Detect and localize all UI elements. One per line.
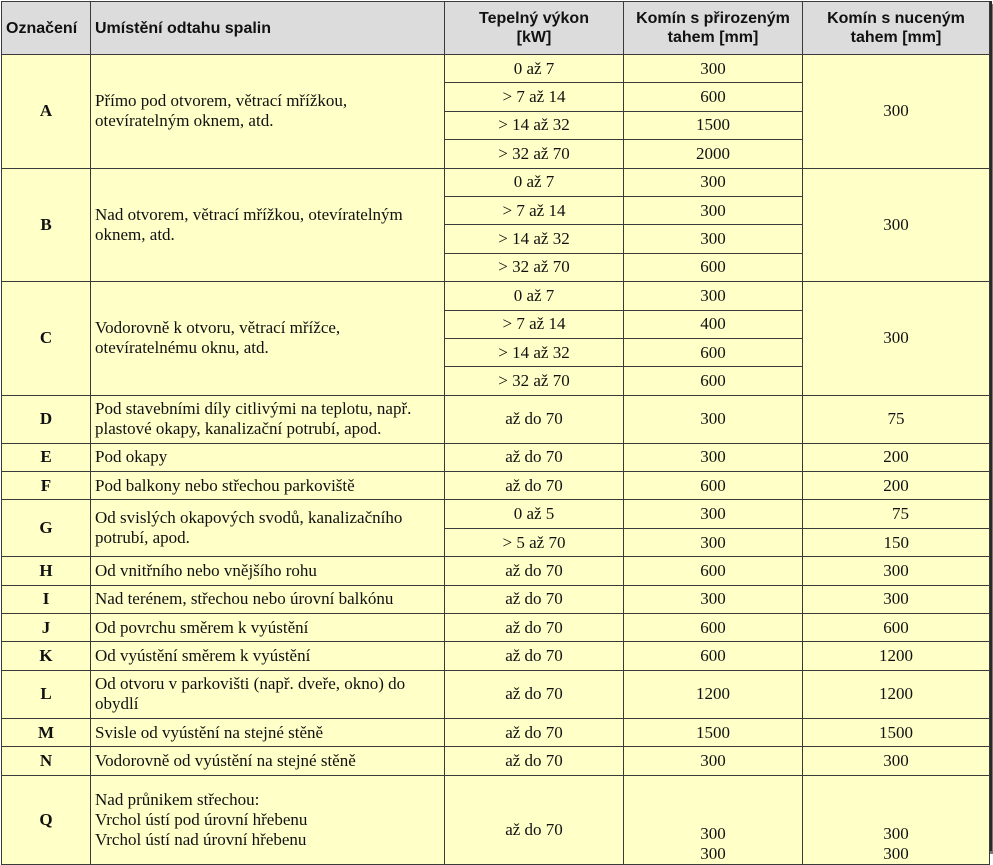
power-cell: > 14 až 32 — [445, 111, 624, 139]
power-cell: 0 až 7 — [445, 282, 624, 310]
row-code: E — [2, 443, 91, 471]
power-cell: až do 70 — [445, 585, 624, 613]
row-description: Nad otvorem, větrací mřížkou, otevíratelným oknem, atd. — [91, 168, 445, 282]
row-code: J — [2, 614, 91, 642]
row-code: L — [2, 670, 91, 718]
table-row — [2, 443, 990, 471]
power-cell: až do 70 — [445, 557, 624, 585]
natural-value-above-ridge: 300 — [700, 843, 726, 863]
forced-draft-cell: 300 — [803, 557, 990, 585]
table-row — [2, 282, 990, 310]
table-row — [2, 775, 990, 864]
power-cell: až do 70 — [445, 395, 624, 443]
power-cell: až do 70 — [445, 472, 624, 500]
table-row — [2, 395, 990, 443]
row-code: M — [2, 718, 91, 746]
natural-value-below-ridge: 300 — [700, 823, 726, 843]
natural-draft-cell: 1500 — [624, 718, 803, 746]
forced-draft-cell: 300 — [803, 747, 990, 775]
power-cell: > 7 až 14 — [445, 83, 624, 111]
row-description: Od otvoru v parkovišti (např. dveře, okno) do obydlí — [91, 670, 445, 718]
row-code: N — [2, 747, 91, 775]
power-cell: > 32 až 70 — [445, 140, 624, 168]
header-location: Umístění odtahu spalin — [91, 2, 445, 55]
natural-draft-cell: 600 — [624, 614, 803, 642]
table-row — [2, 614, 990, 642]
row-code: B — [2, 168, 91, 282]
header-forced: Komín s nuceným tahem [mm] — [803, 2, 990, 55]
forced-draft-cell: 1200 — [803, 670, 990, 718]
row-description: Od povrchu směrem k vyústění — [91, 614, 445, 642]
natural-draft-cell: 600 — [624, 83, 803, 111]
row-description — [91, 775, 445, 864]
header-power: Tepelný výkon [kW] — [445, 2, 624, 55]
natural-draft-cell: 1200 — [624, 670, 803, 718]
forced-draft-cell: 200 — [803, 472, 990, 500]
row-description: Pod stavebními díly citlivými na teplotu, např. plastové okapy, kanalizační potrubí, apod. — [91, 395, 445, 443]
row-description: Nad terénem, střechou nebo úrovní balkónu — [91, 585, 445, 613]
natural-draft-cell — [624, 775, 803, 864]
power-cell: > 14 až 32 — [445, 338, 624, 366]
q-line-1: Nad průnikem střechou: — [95, 789, 260, 809]
forced-value-above-ridge: 300 — [883, 843, 909, 863]
natural-draft-cell: 1500 — [624, 111, 803, 139]
header-natural: Komín s přirozeným tahem [mm] — [624, 2, 803, 55]
row-description: Od vyústění směrem k vyústění — [91, 642, 445, 670]
row-description: Vodorovně k otvoru, větrací mřížce, otevíratelnému oknu, atd. — [91, 282, 445, 396]
natural-draft-cell: 300 — [624, 528, 803, 556]
natural-draft-cell: 300 — [624, 585, 803, 613]
power-cell: 0 až 5 — [445, 500, 624, 528]
row-code: Q — [2, 775, 91, 864]
natural-draft-cell: 600 — [624, 367, 803, 395]
row-code: H — [2, 557, 91, 585]
forced-draft-cell: 1500 — [803, 718, 990, 746]
natural-draft-cell: 300 — [624, 282, 803, 310]
row-code: A — [2, 55, 91, 169]
row-code: G — [2, 500, 91, 557]
power-cell: až do 70 — [445, 614, 624, 642]
power-cell: > 7 až 14 — [445, 310, 624, 338]
forced-draft-cell: 200 — [803, 443, 990, 471]
natural-draft-cell: 300 — [624, 55, 803, 83]
table-row — [2, 557, 990, 585]
natural-draft-cell: 600 — [624, 338, 803, 366]
row-description: Vodorovně od vyústění na stejné stěně — [91, 747, 445, 775]
row-code: K — [2, 642, 91, 670]
table-row — [2, 472, 990, 500]
forced-value-below-ridge: 300 — [883, 823, 909, 843]
row-code: I — [2, 585, 91, 613]
natural-draft-cell: 2000 — [624, 140, 803, 168]
row-description: Pod balkony nebo střechou parkoviště — [91, 472, 445, 500]
power-cell: > 32 až 70 — [445, 367, 624, 395]
natural-draft-cell: 400 — [624, 310, 803, 338]
power-cell: 0 až 7 — [445, 55, 624, 83]
row-description: Od vnitřního nebo vnějšího rohu — [91, 557, 445, 585]
power-cell: až do 70 — [445, 642, 624, 670]
power-cell: 0 až 7 — [445, 168, 624, 196]
table-row — [2, 747, 990, 775]
row-description: Přímo pod otvorem, větrací mřížkou, otevíratelným oknem, atd. — [91, 55, 445, 169]
natural-draft-cell: 600 — [624, 557, 803, 585]
forced-draft-cell — [803, 775, 990, 864]
row-code: D — [2, 395, 91, 443]
power-cell: > 5 až 70 — [445, 528, 624, 556]
power-cell: > 32 až 70 — [445, 253, 624, 281]
q-line-2: Vrchol ústí pod úrovní hřebenu — [95, 809, 308, 829]
row-description: Pod okapy — [91, 443, 445, 471]
forced-draft-cell: 75 — [803, 500, 990, 528]
forced-draft-cell: 300 — [803, 168, 990, 282]
natural-draft-cell: 300 — [624, 225, 803, 253]
row-description: Od svislých okapových svodů, kanalizačního potrubí, apod. — [91, 500, 445, 557]
forced-draft-cell: 600 — [803, 614, 990, 642]
table-row — [2, 168, 990, 196]
power-cell: > 14 až 32 — [445, 225, 624, 253]
forced-draft-cell: 1200 — [803, 642, 990, 670]
row-code: C — [2, 282, 91, 396]
natural-draft-cell: 600 — [624, 642, 803, 670]
natural-draft-cell: 300 — [624, 168, 803, 196]
natural-draft-cell: 300 — [624, 395, 803, 443]
natural-draft-cell: 600 — [624, 472, 803, 500]
table-row — [2, 500, 990, 528]
power-cell: až do 70 — [445, 747, 624, 775]
table-row — [2, 642, 990, 670]
table-row — [2, 585, 990, 613]
table-row — [2, 55, 990, 83]
forced-draft-cell: 300 — [803, 55, 990, 169]
header-row — [2, 2, 990, 55]
q-line-3: Vrchol ústí nad úrovní hřebenu — [95, 829, 307, 849]
row-description: Svisle od vyústění na stejné stěně — [91, 718, 445, 746]
row-code: F — [2, 472, 91, 500]
natural-draft-cell: 300 — [624, 196, 803, 224]
natural-draft-cell: 300 — [624, 500, 803, 528]
header-code: Označení — [2, 2, 91, 55]
flue-distance-table — [1, 1, 990, 865]
forced-draft-cell: 300 — [803, 282, 990, 396]
natural-draft-cell: 300 — [624, 747, 803, 775]
power-cell: až do 70 — [445, 718, 624, 746]
forced-draft-cell: 150 — [803, 528, 990, 556]
power-cell: až do 70 — [445, 775, 624, 864]
table-row — [2, 718, 990, 746]
natural-draft-cell: 300 — [624, 443, 803, 471]
power-cell: až do 70 — [445, 670, 624, 718]
forced-draft-cell: 75 — [803, 395, 990, 443]
power-cell: > 7 až 14 — [445, 196, 624, 224]
power-cell: až do 70 — [445, 443, 624, 471]
natural-draft-cell: 600 — [624, 253, 803, 281]
forced-draft-cell: 300 — [803, 585, 990, 613]
table-row — [2, 670, 990, 718]
